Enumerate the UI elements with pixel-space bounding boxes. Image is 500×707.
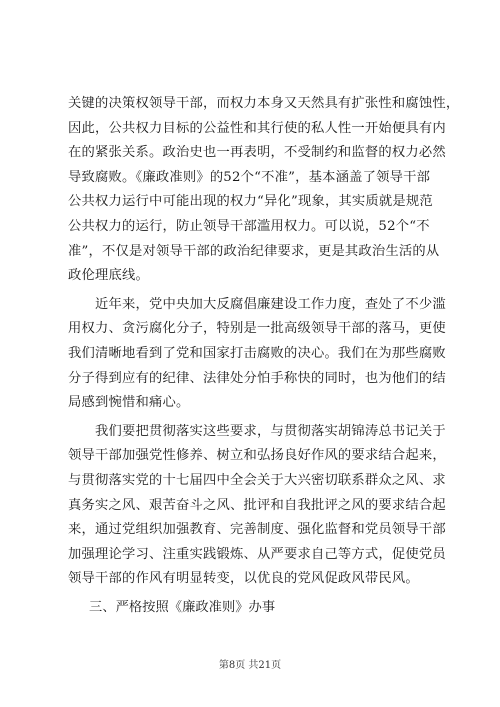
text-line: 我们清晰地看到了党和国家打击腐败的决心。我们在为那些腐败	[68, 345, 446, 361]
paragraph	[68, 420, 466, 592]
text-line: 我们要把贯彻落实这些要求，与贯彻落实胡锦涛总书记关于	[68, 423, 446, 439]
text-line: 加强理论学习、注重实践锻炼、从严要求自己等方式，促使党员	[68, 546, 446, 562]
text-line: 准”，不仅是对领导干部的政治纪律要求，更是其政治生活的从	[68, 243, 440, 259]
text-line: 政伦理底线。	[68, 268, 149, 284]
paragraph	[68, 293, 466, 416]
text-line: 在的紧张关系。政治史也一再表明，不受制约和监督的权力必然	[68, 145, 446, 161]
page-number-footer: 第8页 共21页	[218, 660, 282, 671]
text-line: 近年来，党中央加大反腐倡廉建设工作力度，查处了不少滥	[68, 296, 446, 312]
text-line: 领导干部的作风有明显转变，以优良的党风促政风带民风。	[68, 571, 419, 587]
text-line: 因此，公共权力目标的公益性和其行使的私人性一开始便具有内	[68, 120, 446, 136]
text-line: 分子得到应有的纪律、法律处分怕手称快的同时，也为他们的结	[68, 370, 446, 386]
text-line: 领导干部加强党性修养、树立和弘扬良好作风的要求结合起来，	[68, 448, 446, 464]
section-heading: 三、严格按照《廉政准则》办事	[89, 599, 276, 615]
text-line: 用权力、贪污腐化分子，特别是一批高级领导干部的落马，更使	[68, 321, 446, 337]
text-line: 关键的决策权领导干部，而权力本身又天然具有扩张性和腐蚀性，	[68, 96, 460, 111]
paragraph	[68, 92, 466, 289]
document-body	[68, 92, 466, 620]
text-line: 导致腐败。《廉政准则》的52个“不准”，基本涵盖了领导干部	[68, 169, 431, 185]
text-line: 与贯彻落实党的十七届四中全会关于大兴密切联系群众之风、求	[68, 472, 446, 488]
text-line: 真务实之风、艰苦奋斗之风、批评和自我批评之风的要求结合起	[68, 497, 446, 513]
text-line: 公共权力运行中可能出现的权力“异化”现象，其实质就是规范	[68, 194, 433, 210]
text-line: 公共权力的运行，防止领导干部滥用权力。可以说，52个“不	[68, 218, 430, 234]
text-line: 来，通过党组织加强教育、完善制度、强化监督和党员领导干部	[68, 522, 446, 538]
text-line: 局感到惋惜和痛心。	[68, 395, 190, 411]
